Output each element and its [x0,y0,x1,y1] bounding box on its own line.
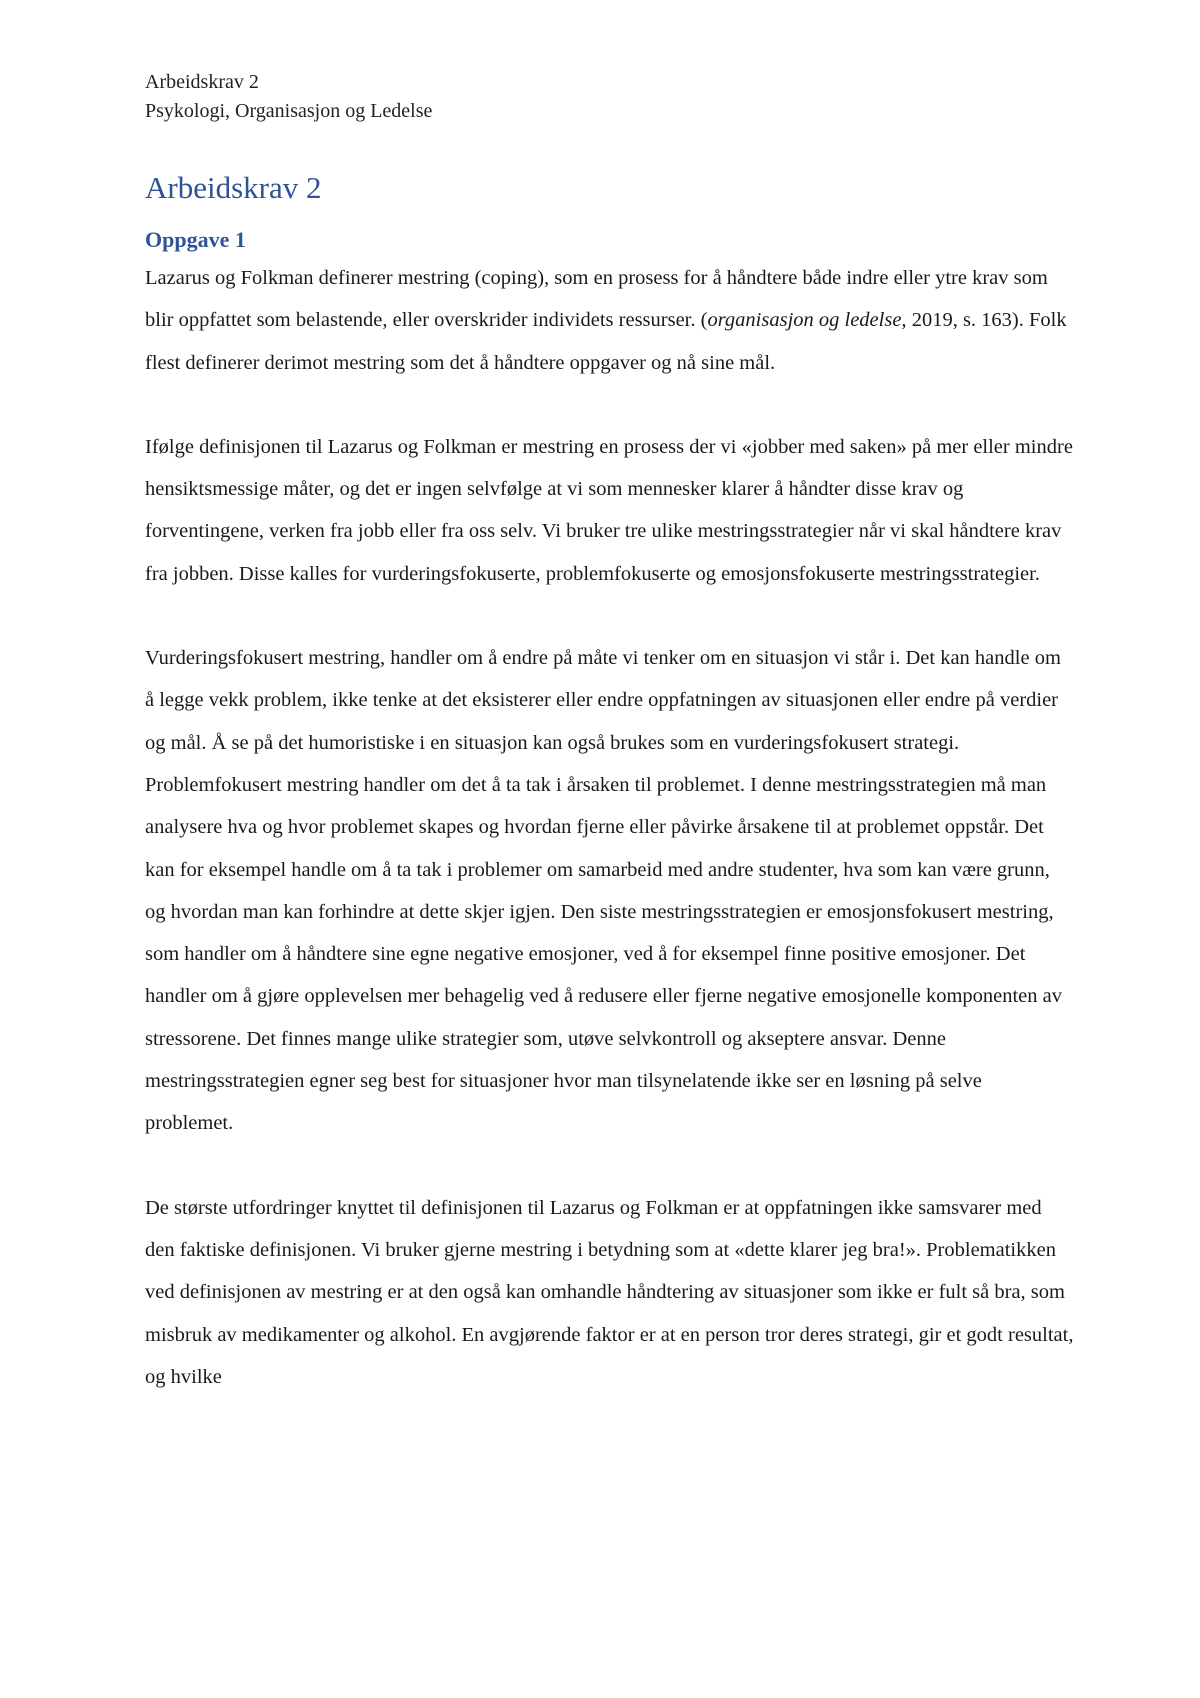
paragraph-4: De største utfordringer knyttet til definisjonen til Lazarus og Folkman er at oppfatningen ikke samsvarer med den faktiske definisjonen. Vi bruker gjerne mestring i betydning som at «dette klarer jeg bra!». Problematikken ved definisjonen av mestring er at den også kan omhandle håndtering av situasjoner som ikke er fult så bra, som misbruk av medikamenter og alkohol. En avgjørende faktor er at en person tror deres strategi, gir et godt resultat, og hvilke [145,1196,1074,1388]
document-title: Arbeidskrav 2 [145,170,322,205]
paragraph-1-citation: organisasjon og ledelse, [707,309,907,332]
paragraph-2: Ifølge definisjonen til Lazarus og Folkman er mestring en prosess der vi «jobber med saken» på mer eller mindre hensiktsmessige måter, og det er ingen selvfølge at vi som mennesker klarer å håndter disse krav og forventingene, verken fra jobb eller fra oss selv. Vi bruker tre ulike mestringsstrategier når vi skal håndtere krav fra jobben. Disse kalles for vurderingsfokuserte, problemfokuserte og emosjonsfokuserte mestringsstrategier. [145,435,1073,585]
header-line-2: Psykologi, Organisasjon og Ledelse [145,100,433,122]
section-heading: Oppgave 1 [145,227,246,252]
document-page [145,68,1075,1398]
paragraph-1-part-b: 2019, s. 163). Folk flest definerer derimot mestring som det å håndtere oppgaver og nå sine mål. [145,309,1067,374]
paragraph-3: Vurderingsfokusert mestring, handler om å endre på måte vi tenker om en situasjon vi står i. Det kan handle om å legge vekk problem, ikke tenke at det eksisterer eller endre oppfatningen av situasjonen eller endre på verdier og mål. Å se på det humoristiske i en situasjon kan også brukes som en vurderingsfokusert strategi. Problemfokusert mestring handler om det å ta tak i årsaken til problemet. I denne mestringsstrategien må man analysere hva og hvor problemet skapes og hvordan fjerne eller påvirke årsakene til at problemet oppstår. Det kan for eksempel handle om å ta tak i problemer om samarbeid med andre studenter, hva som kan være grunn, og hvordan man kan forhindre at dette skjer igjen. Den siste mestringsstrategien er emosjonsfokusert mestring, som handler om å håndtere sine egne negative emosjoner, ved å for eksempel finne positive emosjoner. Det handler om å gjøre opplevelsen mer behagelig ved å redusere eller fjerne negative emosjonelle komponenten av stressorene. Det finnes mange ulike strategier som, utøve selvkontroll og akseptere ansvar. Denne mestringsstrategien egner seg best for situasjoner hvor man tilsynelatende ikke ser en løsning på selve problemet. [145,647,1063,1135]
running-header [145,68,1075,126]
paragraph-1 [145,257,1075,384]
paragraph-1-part-a: Lazarus og Folkman definerer mestring (coping), som en prosess for å håndtere både indre eller ytre krav som blir oppfattet som belastende, eller overskrider individets ressurser. ( [145,267,1048,332]
header-line-1: Arbeidskrav 2 [145,71,259,93]
